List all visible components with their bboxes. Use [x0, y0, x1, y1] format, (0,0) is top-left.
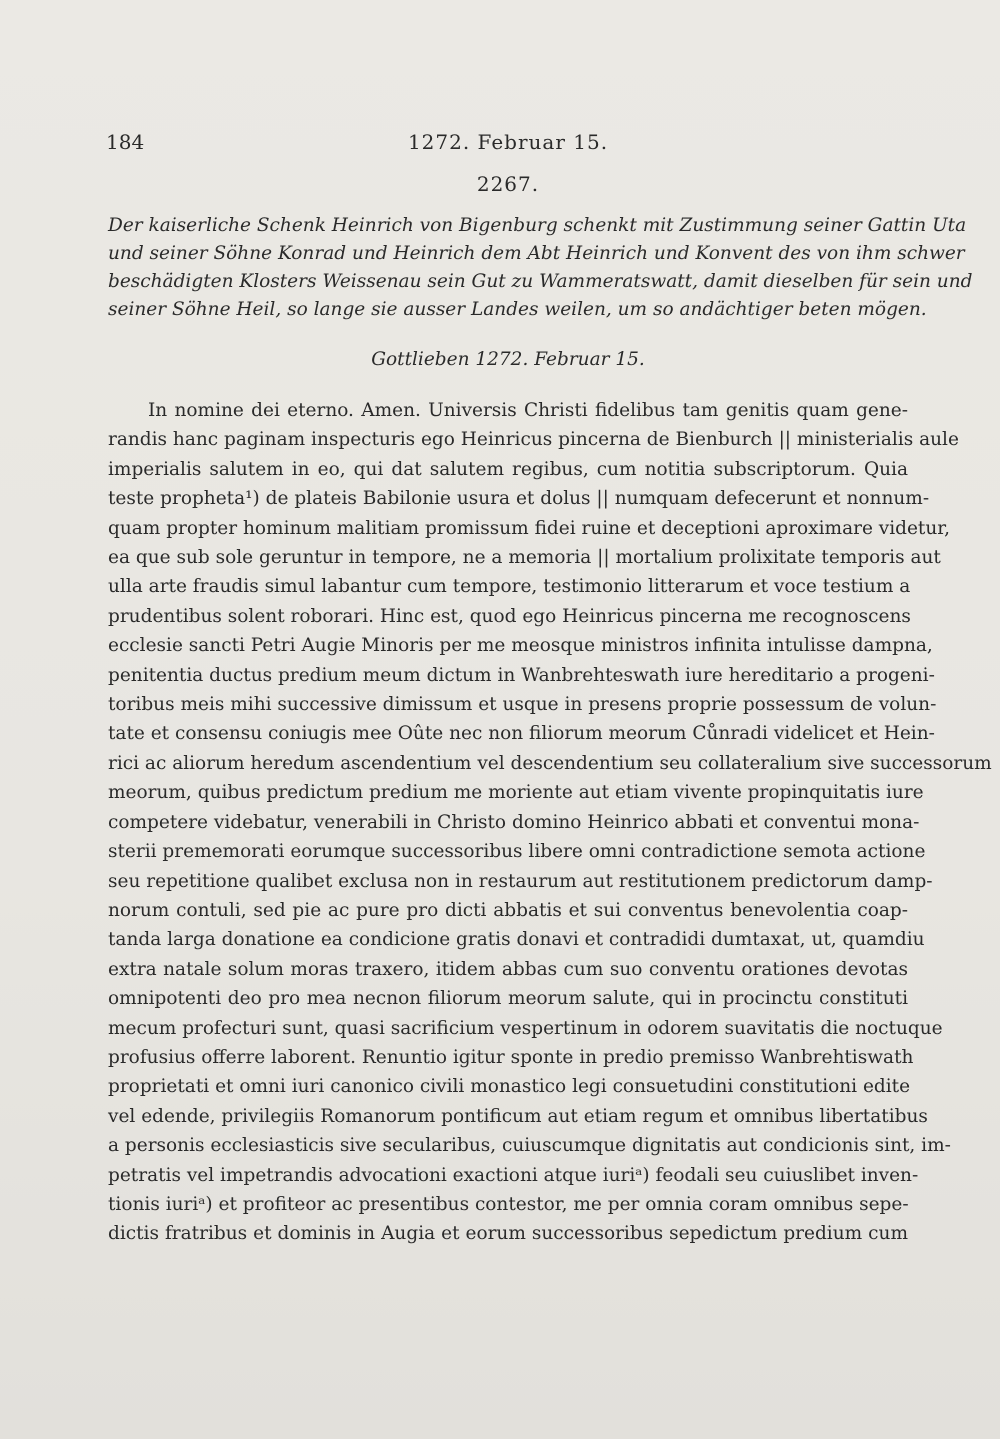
body-line: meorum, quibus predictum predium me moriente aut etiam vivente propinquitatis iure	[108, 782, 924, 804]
body-line: competere videbatur, venerabili in Christo domino Heinrico abbati et conventui mona-	[108, 811, 920, 833]
body-line: tanda larga donatione ea condicione gratis donavi et contradidi dumtaxat, ut, quamdiu	[108, 929, 925, 951]
body-line: a personis ecclesiasticis sive secularibus, cuiuscumque dignitatis aut condicionis sint, im-	[108, 1135, 951, 1157]
document-number: 2267.	[476, 172, 540, 196]
body-line: In nomine dei eterno. Amen. Universis Christi fidelibus tam genitis quam gene-	[148, 400, 908, 421]
body-line: vel edende, privilegiis Romanorum pontificum aut etiam regum et omnibus libertatibus	[108, 1105, 928, 1127]
page-number: 184	[106, 130, 145, 154]
regest-summary	[108, 212, 973, 324]
body-line: profusius offerre laborent. Renuntio igitur sponte in predio premisso Wanbrehtiswath	[108, 1046, 914, 1068]
body-line: rici ac aliorum heredum ascendentium vel descendentium seu collateralium sive successorum	[108, 752, 992, 774]
body-line: proprietati et omni iuri canonico civili monastico legi consuetudini constitutioni edite	[108, 1076, 911, 1098]
dating-line: Gottlieben 1272. Februar 15.	[371, 349, 645, 370]
charter-text	[108, 396, 992, 1249]
body-line: petratis vel impetrandis advocationi exactioni atque iuriᵃ) feodali seu cuiuslibet inven-	[108, 1164, 919, 1186]
body-line: imperialis salutem in eo, qui dat salutem regibus, cum notitia subscriptorum. Quia	[108, 458, 908, 480]
body-line: randis hanc paginam inspecturis ego Heinricus pincerna de Bienburch || ministerialis aule	[108, 429, 959, 451]
regest-line: Der kaiserliche Schenk Heinrich von Bigenburg schenkt mit Zustimmung seiner Gattin Uta	[108, 215, 967, 236]
body-line: penitentia ductus predium meum dictum in Wanbrehteswath iure hereditario a progeni-	[108, 664, 935, 686]
body-line: tionis iuriᵃ) et profiteor ac presentibus contestor, me per omnia coram omnibus sepe-	[108, 1193, 909, 1215]
regest-line: und seiner Söhne Konrad und Heinrich dem Abt Heinrich und Konvent des von ihm schwer	[108, 243, 965, 264]
body-line: omnipotenti deo pro mea necnon filiorum meorum salute, qui in procinctu constituti	[108, 988, 908, 1010]
body-line: tate et consensu coniugis mee Oûte nec non filiorum meorum Cůnradi videlicet et Hein-	[108, 723, 935, 745]
body-line: teste propheta¹) de plateis Babilonie usura et dolus || numquam defecerunt et nonnum-	[108, 488, 930, 510]
regest-line: beschädigten Klosters Weissenau sein Gut zu Wammeratswatt, damit dieselben für sein und	[108, 271, 973, 292]
body-line: sterii prememorati eorumque successoribus libere omni contradictione semota actione	[108, 841, 926, 863]
body-line: quam propter hominum malitiam promissum fidei ruine et deceptioni aproximare videtur,	[108, 517, 950, 539]
body-line: toribus meis mihi successive dimissum et usque in presens proprie possessum de volun-	[108, 694, 937, 716]
body-line: ea que sub sole geruntur in tempore, ne a memoria || mortalium prolixitate temporis aut	[108, 547, 941, 569]
body-line: dictis fratribus et dominis in Augia et eorum successoribus sepedictum predium cum	[108, 1223, 908, 1245]
body-line: seu repetitione qualibet exclusa non in restaurum aut restitutionem predictorum damp-	[108, 870, 933, 892]
body-line: mecum profecturi sunt, quasi sacrificium vespertinum in odorem suavitatis die noctuque	[108, 1017, 943, 1039]
running-head: 1272. Februar 15.	[407, 130, 609, 154]
body-line: extra natale solum moras traxero, itidem abbas cum suo conventu orationes devotas	[108, 958, 908, 980]
body-line: norum contuli, sed pie ac pure pro dicti abbatis et sui conventus benevolentia coap-	[108, 899, 908, 921]
body-line: ecclesie sancti Petri Augie Minoris per me meosque ministros infinita intulisse dampna,	[108, 635, 933, 657]
regest-line: seiner Söhne Heil, so lange sie ausser Landes weilen, um so andächtiger beten mögen.	[108, 299, 927, 320]
body-line: prudentibus solent roborari. Hinc est, quod ego Heinricus pincerna me recognoscens	[108, 605, 911, 627]
body-line: ulla arte fraudis simul labantur cum tempore, testimonio litterarum et voce testium a	[108, 576, 911, 598]
